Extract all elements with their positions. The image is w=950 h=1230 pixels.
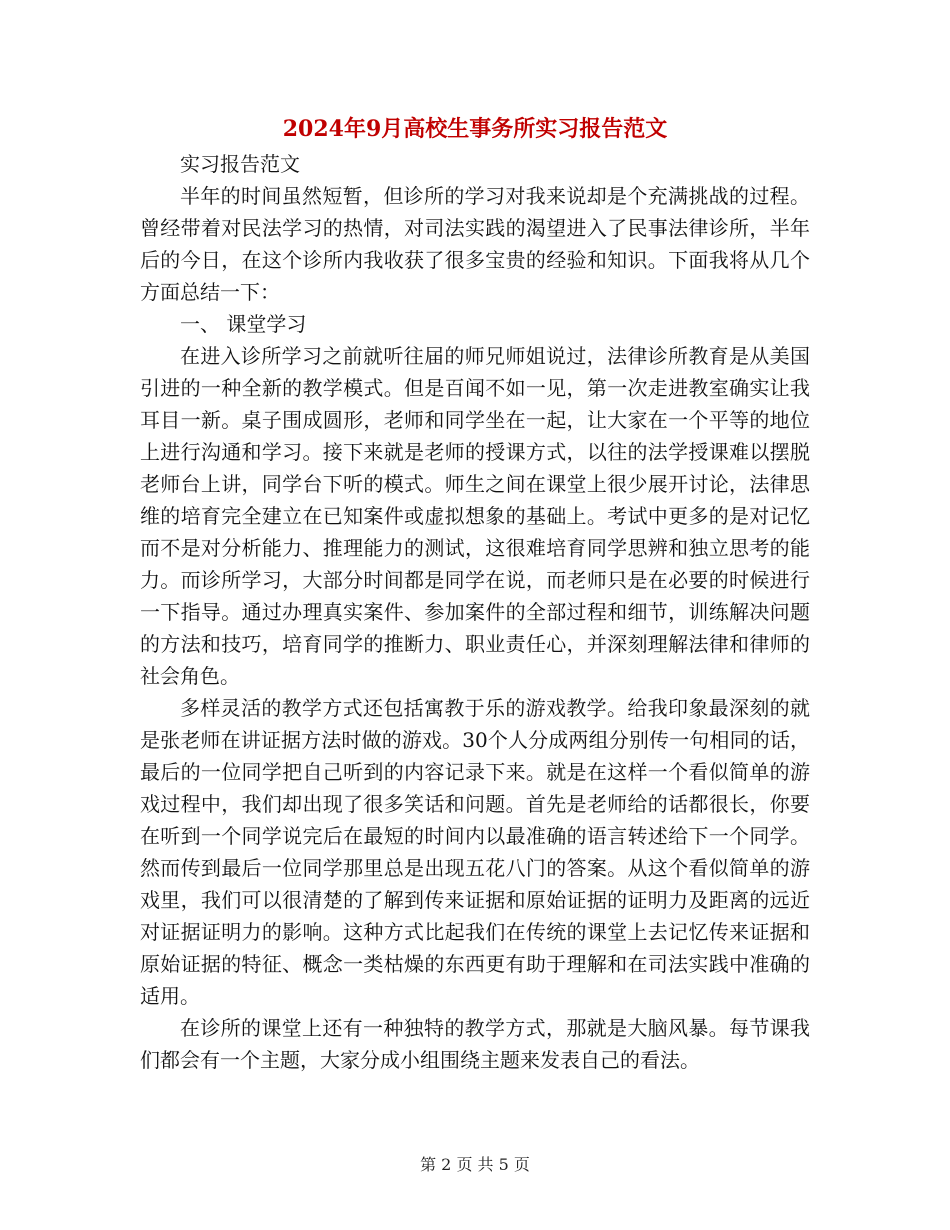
section-heading-classroom: 一、 课堂学习 <box>180 312 307 336</box>
paragraph-brainstorm: 在诊所的课堂上还有一种独特的教学方式，那就是大脑风暴。每节课我们都会有一个主题，大家分成小组围绕主题来发表自己的看法。 <box>140 1016 810 1072</box>
paragraph-intro: 半年的时间虽然短暂，但诊所的学习对我来说却是个充满挑战的过程。曾经带着对民法学习的热情，对司法实践的渴望进入了民事法律诊所，半年后的今日，在这个诊所内我收获了很多宝贵的经验和知识。下面我将从几个方面总结一下： <box>140 184 810 304</box>
page-number-label: 第 2 页 共 5 页 <box>420 1155 530 1174</box>
paragraph-classroom: 在进入诊所学习之前就听往届的师兄师姐说过，法律诊所教育是从美国引进的一种全新的教学模式。但是百闻不如一见，第一次走进教室确实让我耳目一新。桌子围成圆形，老师和同学坐在一起，让大家在一个平等的地位上进行沟通和学习。接下来就是老师的授课方式，以往的法学授课难以摆脱老师台上讲，同学台下听的模式。师生之间在课堂上很少展开讨论，法律思维的培育完全建立在已知案件或虚拟想象的基础上。考试中更多的是对记忆而不是对分析能力、推理能力的测试，这很难培育同学思辨和独立思考的能力。而诊所学习，大部分时间都是同学在说，而老师只是在必要的时候进行一下指导。通过办理真实案件、参加案件的全部过程和细节，训练解决问题的方法和技巧，培育同学的推断力、职业责任心，并深刻理解法律和律师的社会角色。 <box>140 344 810 688</box>
document-title: 2024年9月高校生事务所实习报告范文 <box>282 116 668 142</box>
document-body <box>140 148 810 1076</box>
paragraph-subtitle: 实习报告范文 <box>180 152 300 176</box>
page-footer <box>0 1153 950 1177</box>
paragraph-game-teaching: 多样灵活的教学方式还包括寓教于乐的游戏教学。给我印象最深刻的就是张老师在讲证据方法时做的游戏。30个人分成两组分别传一句相同的话，最后的一位同学把自己听到的内容记录下来。就是在这样一个看似简单的游戏过程中，我们却出现了很多笑话和问题。首先是老师给的话都很长，你要在听到一个同学说完后在最短的时间内以最准确的语言转述给下一个同学。然而传到最后一位同学那里总是出现五花八门的答案。从这个看似简单的游戏里，我们可以很清楚的了解到传来证据和原始证据的证明力及距离的远近对证据证明力的影响。这种方式比起我们在传统的课堂上去记忆传来证据和原始证据的特征、概念一类枯燥的东西更有助于理解和在司法实践中准确的适用。 <box>140 696 810 1008</box>
